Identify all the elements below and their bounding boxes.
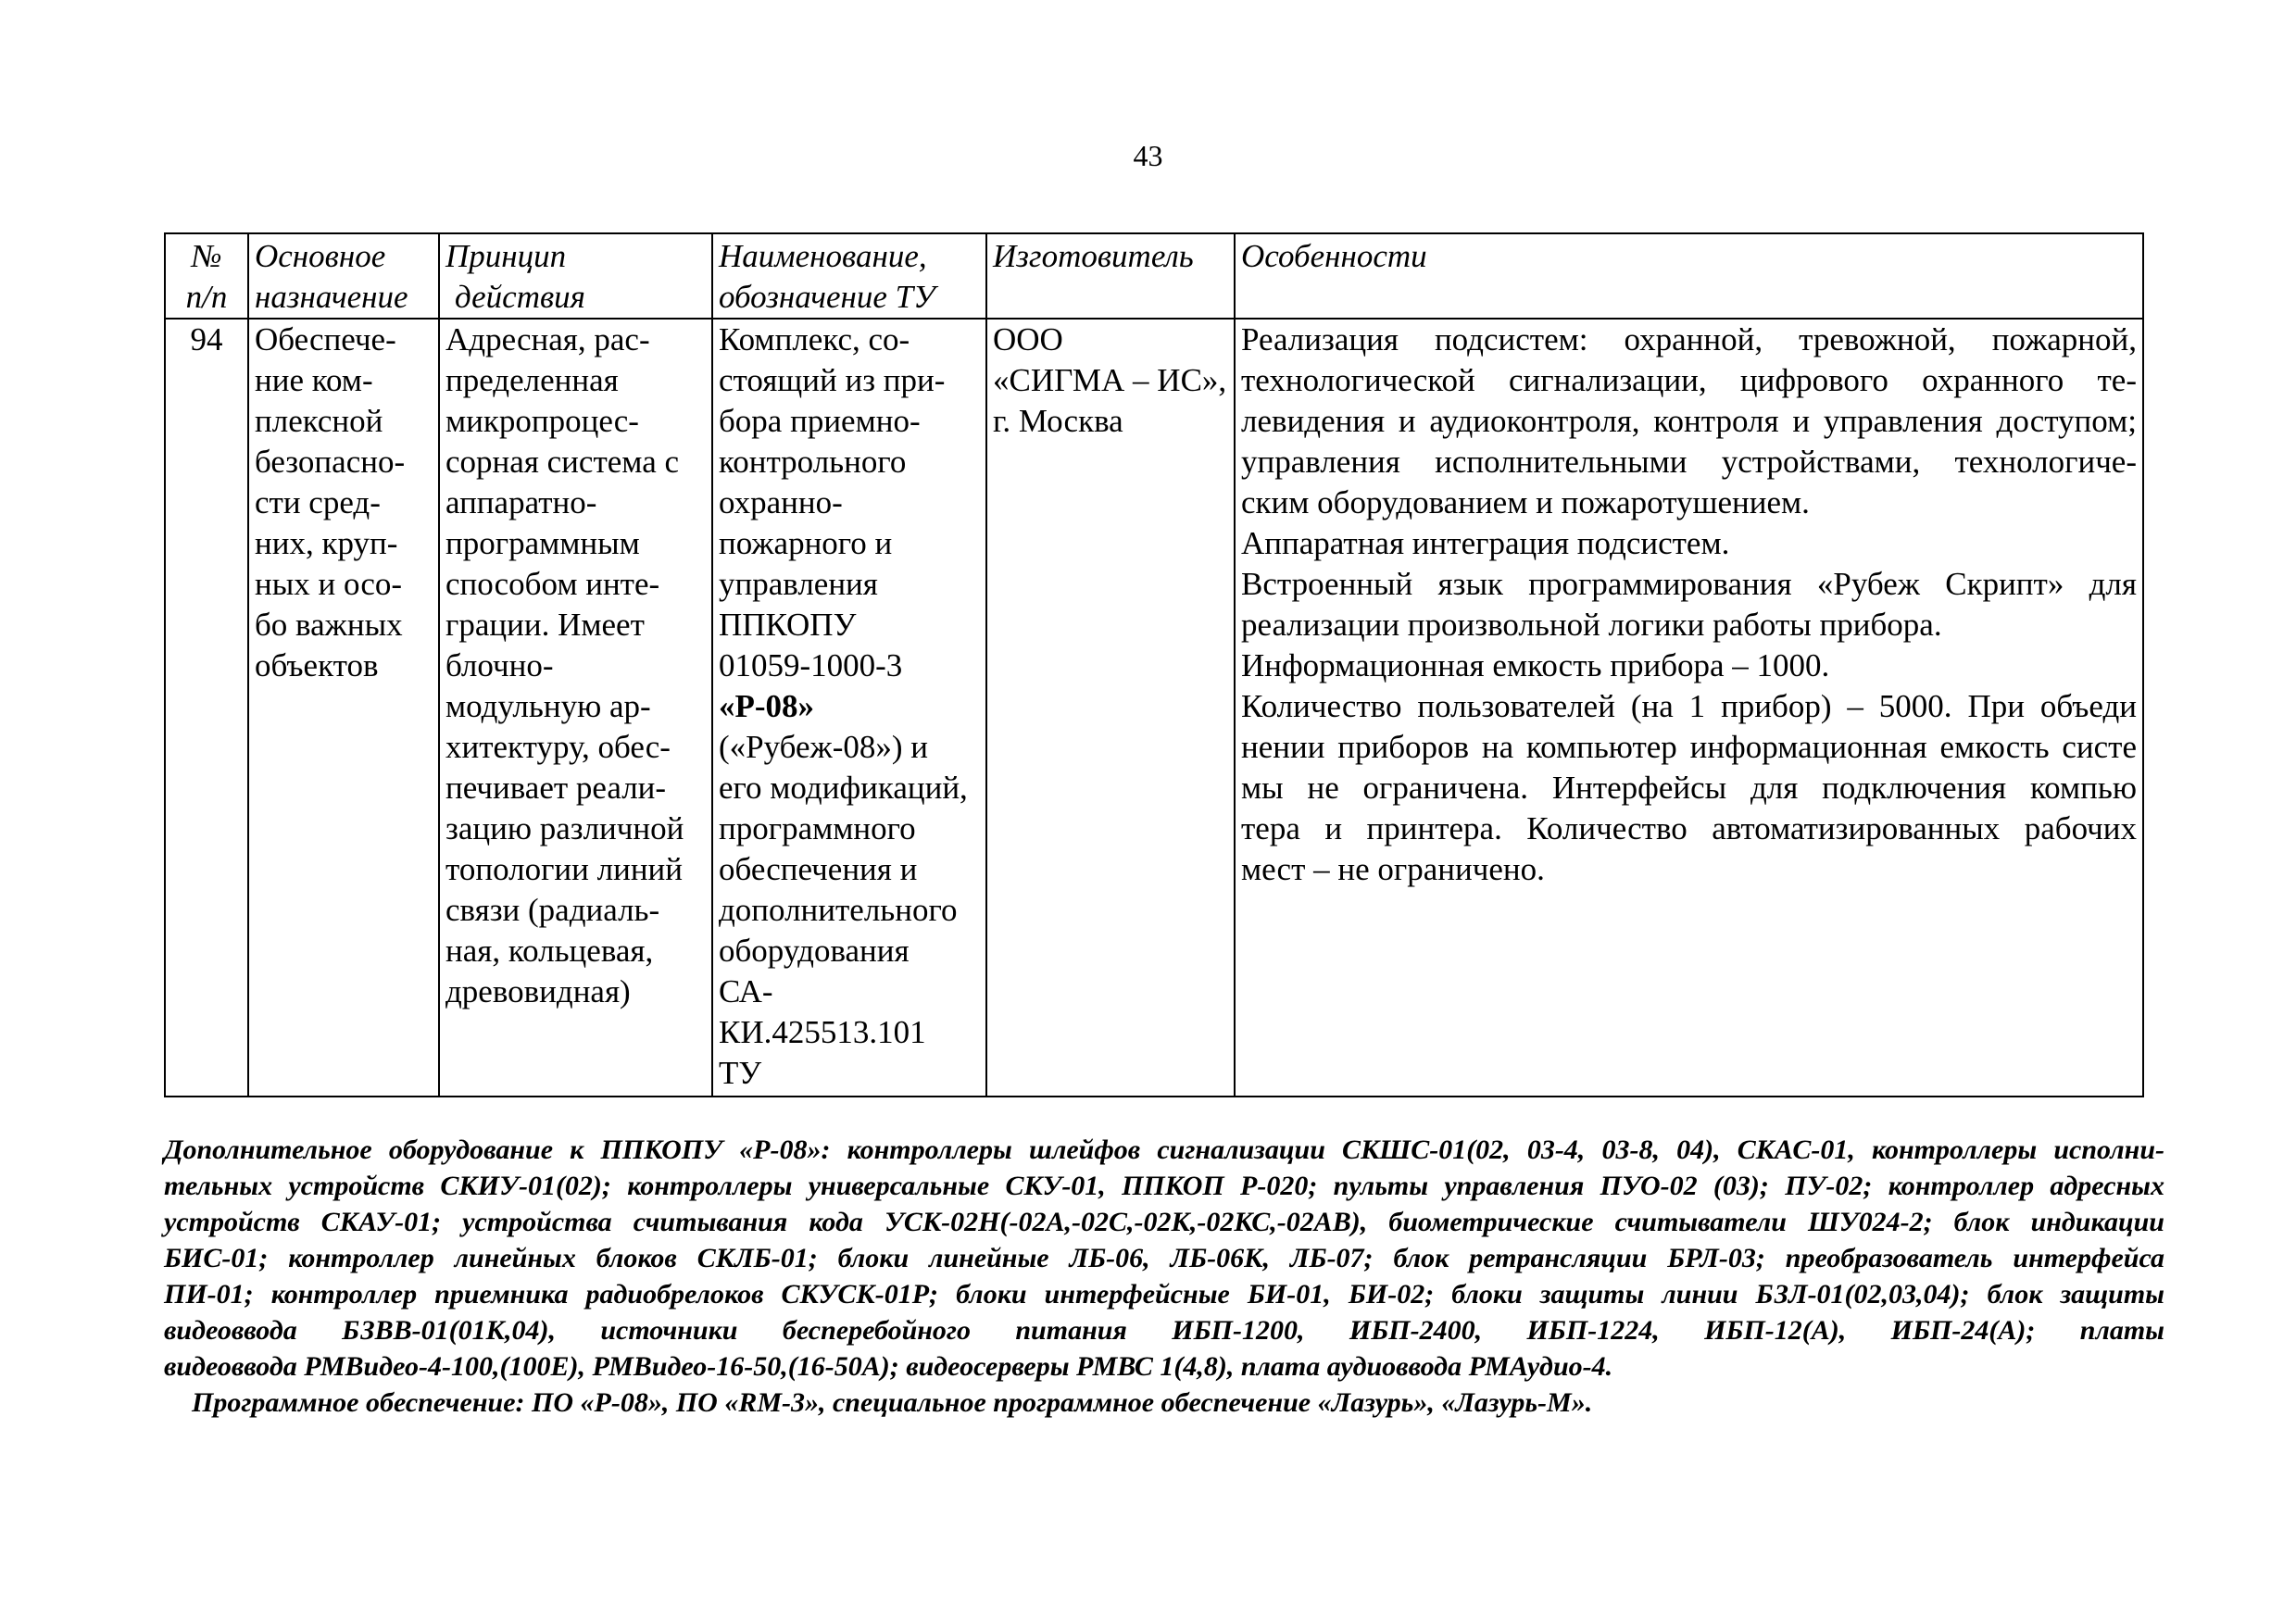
name-line: обеспечения и — [719, 851, 918, 887]
footnote — [164, 1132, 2164, 1421]
header-name: Наименование, обозначение ТУ — [712, 233, 986, 319]
name-line: контрольного — [719, 444, 907, 480]
features-line: управления исполнительными устройствами, технологиче- — [1241, 444, 2137, 480]
row-features — [1235, 319, 2143, 1097]
footnote-line: видеоввода БЗВВ-01(01К,04), источники бесперебойного питания ИБП-1200, ИБП-2400, ИБП-1224, ИБП-12(А), ИБП-24(А); платы — [164, 1315, 2164, 1346]
manufacturer-line: ООО — [993, 321, 1063, 357]
name-line: («Рубеж-08») и — [719, 729, 929, 765]
principle-line: грации. Имеет — [445, 607, 645, 643]
name-line: охранно- — [719, 484, 843, 520]
row-num: 94 — [165, 319, 248, 1097]
row-manufacturer — [986, 319, 1235, 1097]
principle-line: зацию различной — [445, 810, 684, 846]
manufacturer-line: г. Москва — [993, 403, 1123, 439]
principle-line: пределенная — [445, 362, 619, 398]
principle-line: сорная система с — [445, 444, 680, 480]
name-line: ТУ — [719, 1055, 762, 1091]
row-name — [712, 319, 986, 1097]
features-line: Количество пользователей (на 1 прибор) – 5000. При объеди — [1241, 688, 2137, 724]
principle-line: связи (радиаль- — [445, 892, 660, 928]
footnote-line: БИС-01; контроллер линейных блоков СКЛБ-01; блоки линейные ЛБ-06, ЛБ-06К, ЛБ-07; блок ретрансляции БРЛ-03; преобразователь интерфейса — [164, 1243, 2164, 1273]
purpose-line: объектов — [255, 647, 379, 683]
purpose-line: безопасно- — [255, 444, 406, 480]
principle-line: модульную ар- — [445, 688, 651, 724]
features-line: Аппаратная интеграция подсистем. — [1241, 525, 1730, 561]
principle-line: микропроцес- — [445, 403, 639, 439]
name-line: дополнительного — [719, 892, 958, 928]
name-line: бора приемно- — [719, 403, 921, 439]
footnote-line: Программное обеспечение: ПО «Р-08», ПО «RM-3», специальное программное обеспечение «Лазурь», «Лазурь-М». — [192, 1387, 1593, 1418]
principle-line: ная, кольцевая, — [445, 933, 654, 969]
name-line: ППКОПУ — [719, 607, 857, 643]
features-line: ским оборудованием и пожаротушением. — [1241, 484, 1810, 520]
footnote-line: устройств СКАУ-01; устройства считывания кода УСК-02Н(-02А,-02С,-02К,-02КС,-02АВ), биометрические считыватели ШУ024-2; блок индикации — [164, 1207, 2164, 1237]
features-line: реализации произвольной логики работы прибора. — [1241, 607, 1942, 643]
header-purpose: Основное назначение — [248, 233, 439, 319]
name-line: стоящий из при- — [719, 362, 946, 398]
name-line: управления — [719, 566, 878, 602]
purpose-line: плексной — [255, 403, 383, 439]
principle-line: аппаратно- — [445, 484, 597, 520]
footnote-line: ПИ-01; контроллер приемника радиобрелоков СКУСК-01Р; блоки интерфейсные БИ-01, БИ-02; блоки защиты линии БЗЛ-01(02,03,04); блок защиты — [164, 1279, 2164, 1310]
purpose-line: сти сред- — [255, 484, 381, 520]
name-line: Комплекс, со- — [719, 321, 910, 357]
row-purpose — [248, 319, 439, 1097]
principle-line: хитектуру, обес- — [445, 729, 671, 765]
principle-line: древовидная) — [445, 973, 631, 1009]
name-line: программного — [719, 810, 916, 846]
header-manufacturer: Изготовитель — [986, 233, 1235, 319]
table-header-row — [165, 233, 2143, 319]
header-features: Особенности — [1235, 233, 2143, 319]
page-number: 43 — [1133, 139, 1163, 172]
purpose-line: бо важных — [255, 607, 403, 643]
principle-line: печивает реали- — [445, 770, 667, 806]
equipment-table — [164, 232, 2144, 1097]
table-row — [165, 319, 2143, 1097]
principle-line: Адресная, рас- — [445, 321, 650, 357]
features-line: Информационная емкость прибора – 1000. — [1241, 647, 1830, 683]
principle-line: способом инте- — [445, 566, 660, 602]
features-line: тера и принтера. Количество автоматизированных рабочих — [1241, 810, 2137, 846]
purpose-line: Обеспече- — [255, 321, 396, 357]
principle-line: программным — [445, 525, 640, 561]
features-line: мест – не ограничено. — [1241, 851, 1545, 887]
footnote-line: тельных устройств СКИУ-01(02); контроллеры универсальные СКУ-01, ППКОП Р-020; пульты управления ПУО-02 (03); ПУ-02; контроллер адресных — [164, 1171, 2164, 1201]
name-line: оборудования — [719, 933, 910, 969]
footnote-line: видеоввода РМВидео-4-100,(100Е), РМВидео-16-50,(16-50А); видеосерверы РМВС 1(4,8), плата аудиоввода РМАудио-4. — [164, 1351, 1613, 1382]
purpose-line: ных и осо- — [255, 566, 403, 602]
features-line: Реализация подсистем: охранной, тревожной, пожарной, — [1241, 321, 2137, 357]
principle-line: блочно- — [445, 647, 554, 683]
name-line: СА- — [719, 973, 773, 1009]
header-principle: Принцип действия — [439, 233, 712, 319]
product-code-bold: «Р-08» — [719, 688, 815, 724]
footnote-line: Дополнительное оборудование к ППКОПУ «Р-08»: контроллеры шлейфов сигнализации СКШС-01(02, 03-4, 03-8, 04), СКАС-01, контроллеры исполни- — [164, 1134, 2164, 1165]
features-line: нении приборов на компьютер информационная емкость систе — [1241, 729, 2137, 765]
features-line: технологической сигнализации, цифрового охранного те- — [1241, 362, 2137, 398]
purpose-line: ние ком- — [255, 362, 373, 398]
features-line: Встроенный язык программирования «Рубеж Скрипт» для — [1241, 566, 2137, 602]
features-line: левидения и аудиоконтроля, контроля и управления доступом; — [1241, 403, 2137, 439]
purpose-line: них, круп- — [255, 525, 398, 561]
row-principle — [439, 319, 712, 1097]
name-line: 01059-1000-3 — [719, 647, 903, 683]
header-num: № п/п — [165, 233, 248, 319]
name-line: КИ.425513.101 — [719, 1014, 926, 1050]
features-line: мы не ограничена. Интерфейсы для подключения компью — [1241, 770, 2137, 806]
name-line: его модификаций, — [719, 770, 968, 806]
manufacturer-line: «СИГМА – ИС», — [993, 362, 1227, 398]
name-line: пожарного и — [719, 525, 893, 561]
principle-line: топологии линий — [445, 851, 684, 887]
